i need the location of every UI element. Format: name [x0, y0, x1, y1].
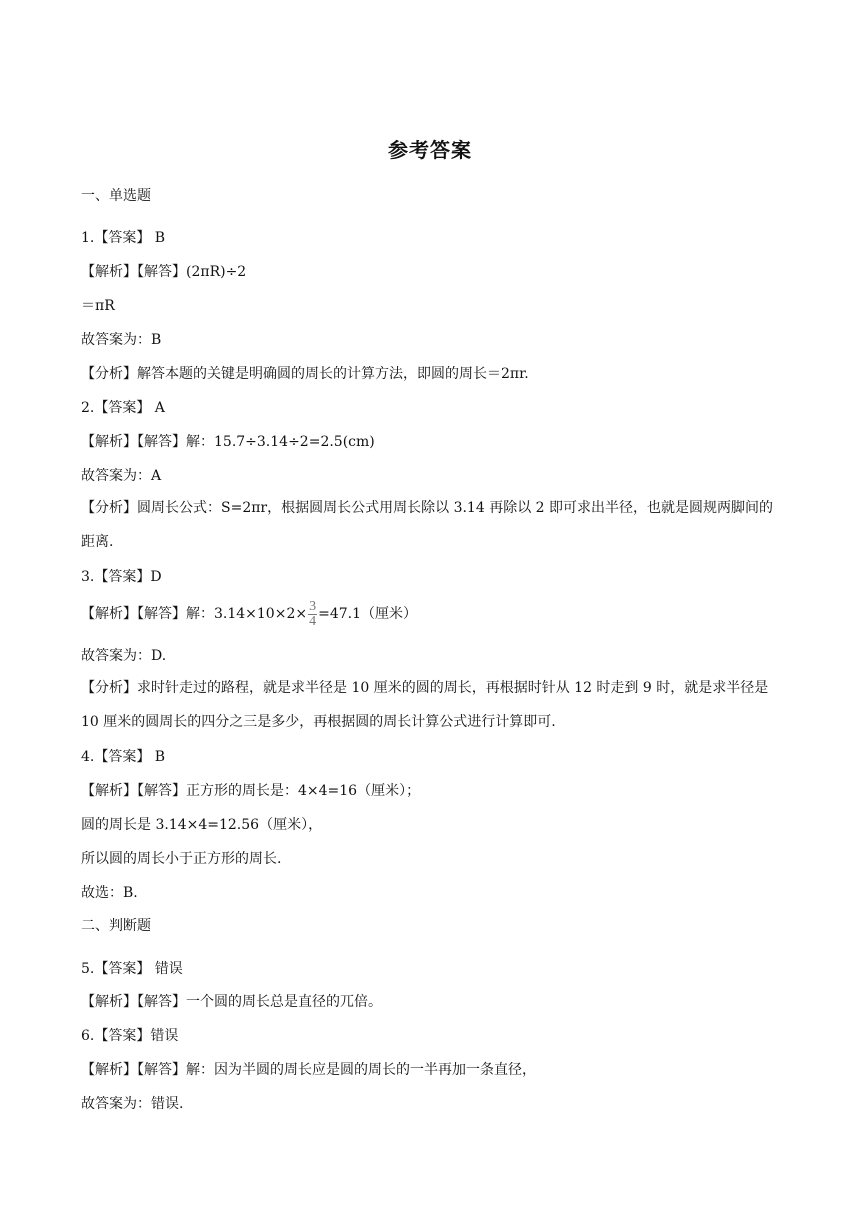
q3-note: 【分析】求时针走过的路程，就是求半径是 10 厘米的圆的周长，再根据时针从 12 时走到 9 时，就是求半径是 10 厘米的圆周长的四分之三是多少，再根据圆的周长计算公式进行计算即可. [81, 680, 769, 730]
q2-note: 【分析】圆周长公式：S=2πr，根据圆周长公式用周长除以 3.14 再除以 2 即可求出半径，也就是圆规两脚间的距离. [81, 500, 773, 550]
q1-note: 【分析】解答本题的关键是明确圆的周长的计算方法，即圆的周长＝2πr. [81, 366, 529, 382]
q4-analysis-line-1: 【解析】【解答】正方形的周长是：4×4=16（厘米）； [81, 783, 421, 799]
q1-conclusion: 故答案为：B [81, 332, 162, 348]
q3-analysis [81, 597, 417, 631]
q2-conclusion: 故答案为：A [81, 468, 162, 484]
q6-analysis: 【解析】【解答】解：因为半圆的周长应是圆的周长的一半再加一条直径， [81, 1062, 536, 1078]
q4-analysis-line-2: 圆的周长是 3.14×4=12.56（厘米）， [81, 817, 323, 833]
q3-conclusion: 故答案为：D. [81, 648, 167, 664]
q2-analysis: 【解析】【解答】解：15.7÷3.14÷2=2.5(cm) [81, 434, 375, 450]
q4-conclusion: 故选：B. [81, 885, 138, 901]
q3-analysis-suffix: =47.1（厘米） [318, 606, 417, 622]
q5-analysis: 【解析】【解答】一个圆的周长总是直径的兀倍。 [81, 994, 382, 1010]
q5-answer: 5.【答案】 错误 [81, 961, 183, 977]
q4-answer: 4.【答案】 B [81, 749, 166, 765]
section-heading-single-choice: 一、单选题 [81, 188, 151, 204]
q1-analysis-line-2: ＝πR [81, 298, 115, 314]
q4-analysis-line-3: 所以圆的周长小于正方形的周长. [81, 851, 282, 867]
q6-conclusion: 故答案为：错误. [81, 1096, 184, 1112]
page-title: 参考答案 [388, 138, 472, 162]
q6-answer: 6.【答案】错误 [81, 1028, 179, 1044]
fraction-three-quarters [308, 600, 317, 629]
q3-answer: 3.【答案】D [81, 569, 162, 585]
q3-analysis-prefix: 【解析】【解答】解：3.14×10×2× [81, 606, 308, 622]
q2-answer: 2.【答案】 A [81, 400, 165, 416]
q1-answer: 1.【答案】 B [81, 230, 166, 246]
q1-analysis-line-1: 【解析】【解答】(2πR)÷2 [81, 264, 247, 280]
section-heading-true-false: 二、判断题 [81, 918, 151, 934]
fraction-denominator: 4 [309, 613, 317, 629]
fraction-numerator: 3 [309, 598, 317, 614]
